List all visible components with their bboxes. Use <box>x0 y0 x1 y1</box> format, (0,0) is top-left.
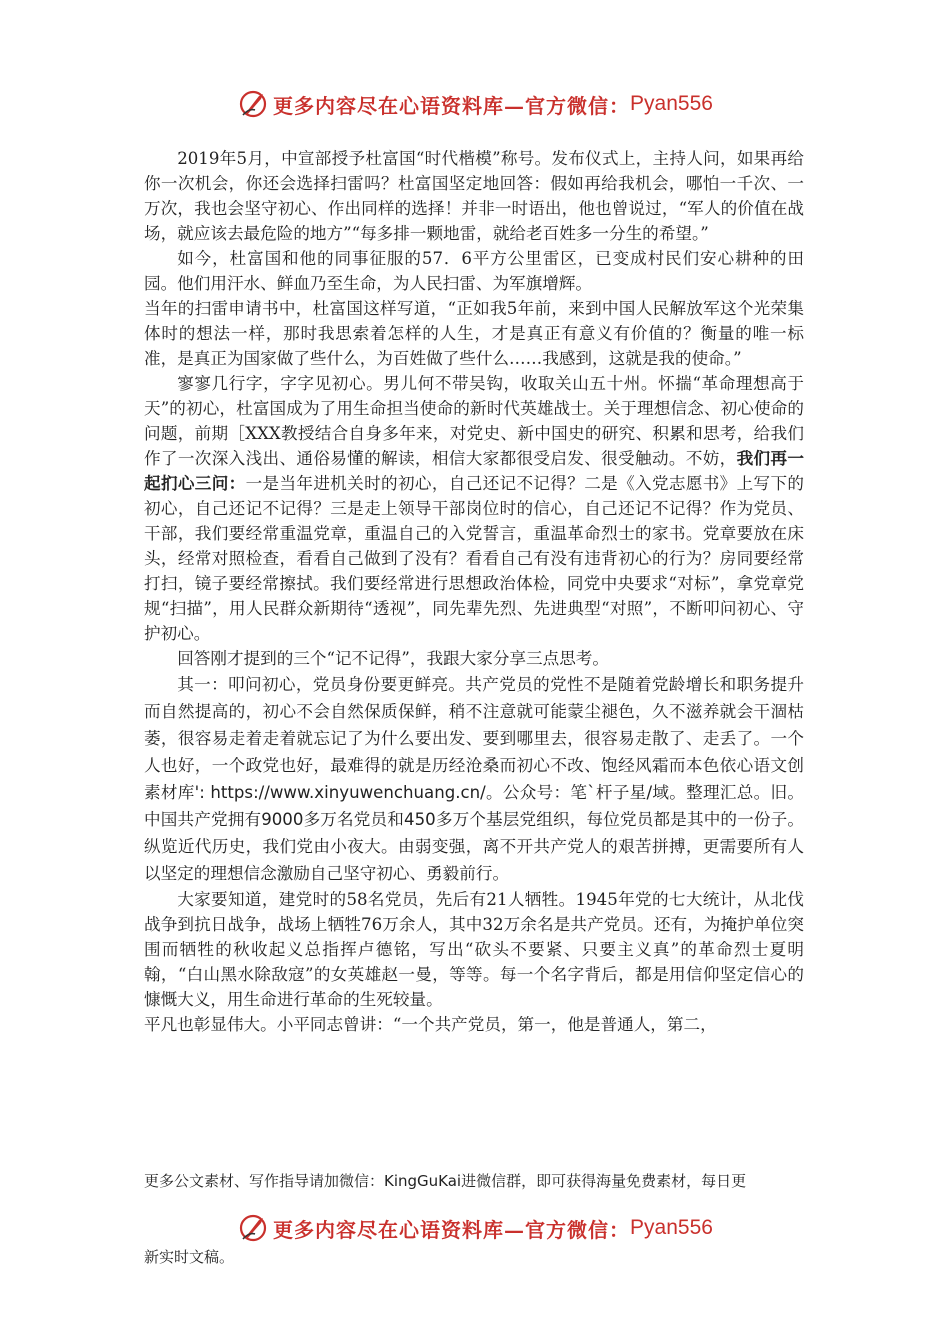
paragraph-4-bold: 我们再一起扪心三问： <box>144 448 804 493</box>
banner-wechat-id: Pyan556 <box>630 92 713 115</box>
quill-logo-icon <box>237 88 269 120</box>
paragraph-7: 大家要知道，建党时的58名党员，先后有21人牺牲。1945年党的七大统计，从北伐战争到抗日战争，战场上牺牲76万余人，其中32万余名是共产党员。还有，为掩护单位突围而牺牲的秋收起义总指挥卢德铭，写出“砍头不要紧、只要主义真”的革命烈士夏明翰，“白山黑水除敌寇”的女英雄赵一曼，等等。每一个名字背后，都是用信仰坚定信心的慷慨大义，用生命进行革命的生死较量。 <box>144 890 804 1009</box>
paragraph-4 <box>144 371 804 646</box>
paragraph-8: 平凡也彰显伟大。小平同志曾讲：“一个共产党员，第一，他是普通人，第二， <box>144 1015 717 1034</box>
banner-text: 更多内容尽在心语资料库—官方微信： <box>273 93 631 118</box>
footer-banner-text: 更多内容尽在心语资料库—官方微信： <box>273 1217 631 1242</box>
footer-note-continued: 新实时文稿。 <box>144 1248 235 1266</box>
paragraph-4-part-a: 寥寥几行字，字字见初心。男儿何不带吴钩，收取关山五十州。怀揣“革命理想高于天”的初心，杜富国成为了用生命担当使命的新时代英雄战士。关于理想信念、初心使命的问题，前期［XXX教授结合自身多年来，对党史、新中国史的研究、积累和思考，给我们作了一次深入浅出、通俗易懂的解读，相信大家都很受启发、很受触动。不妨， <box>144 374 804 468</box>
quill-logo-icon <box>237 1212 269 1244</box>
paragraph-6-heading: 其一：叩问初心，党员身份要更鲜亮。 <box>177 675 466 694</box>
paragraph-5: 回答刚才提到的三个“记不记得”，我跟大家分享三点思考。 <box>177 649 609 668</box>
paragraph-6-part-b: 共产党员的党性不是随着党龄增长和职务提升而自然提高的，初心不会自然保质保鲜，稍不注意就可能蒙尘褪色，久不滋养就会干涸枯萎，很容易走着走着就忘记了为什么要出发、要到哪里去，很容易走散了、走丢了。一个人也好，一个政党也好，最难得的就是历经沧桑而初心不改、饱经风霜而本色依心语文创素材库': <box>144 675 805 802</box>
document-body <box>144 146 804 1037</box>
footer-banner-wechat-id: Pyan556 <box>630 1216 713 1239</box>
paragraph-1: 2019年5月，中宣部授予杜富国“时代楷模”称号。发布仪式上，主持人问，如果再给你一次机会，你还会选择扫雷吗？杜富国坚定地回答：假如再给我机会，哪怕一千次、一万次，我也会坚守初心、作出同样的选择！并非一时语出，他也曾说过，“军人的价值在战场，就应该去最危险的地方”“每多排一颗地雷，就给老百姓多一分生的希望。” <box>144 149 804 243</box>
footer-banner <box>0 1208 950 1248</box>
header-banner <box>0 84 950 124</box>
footer-note: 更多公文素材、写作指导请加微信：KingGuKai进微信群，即可获得海量免费素材，每日更 <box>144 1172 747 1190</box>
paragraph-3: 当年的扫雷申请书中，杜富国这样写道，“正如我5年前，来到中国人民解放军这个光荣集体时的想法一样，那时我思索着怎样的人生，才是真正有意义有价值的？衡量的唯一标准，是真正为国家做了些什么，为百姓做了些什么……我感到，这就是我的使命。” <box>144 299 804 368</box>
paragraph-2: 如今，杜富国和他的同事征服的57．6平方公里雷区，已变成村民们安心耕种的田园。他们用汗水、鲜血乃至生命，为人民扫雷、为军旗增辉。 <box>144 249 804 293</box>
paragraph-6 <box>144 671 804 887</box>
paragraph-4-part-b: 一是当年进机关时的初心，自己还记不记得？二是《入党志愿书》上写下的初心，自己还记不记得？三是走上领导干部岗位时的信心，自己还记不记得？作为党员、干部，我们要经常重温党章，重温自己的入党誓言，重温革命烈士的家书。党章要放在床头，经常对照检查，看看自己做到了没有？看看自己有没有违背初心的行为？房同要经常打扫，镜子要经常擦拭。我们要经常进行思想政治体检，同党中央要求“对标”，拿党章党规“扫描”，用人民群众新期待“透视”，同先辈先烈、先进典型“对照”，不断叩问初心、守护初心。 <box>144 474 805 643</box>
paragraph-6-part-c: https://www.xinyuwenchuang.cn/。公众号：笔`杆子星/域。整理汇总。旧。中国共产党拥有9000多万名党员和450多万个基层党组织，每位党员都是其中的一份子。纵览近代历史，我们党由小夜大。由弱变强，离不开共产党人的艰苦拼搏，更需要所有人以坚定的理想信念激励自己坚守初心、勇毅前行。 <box>144 783 805 883</box>
